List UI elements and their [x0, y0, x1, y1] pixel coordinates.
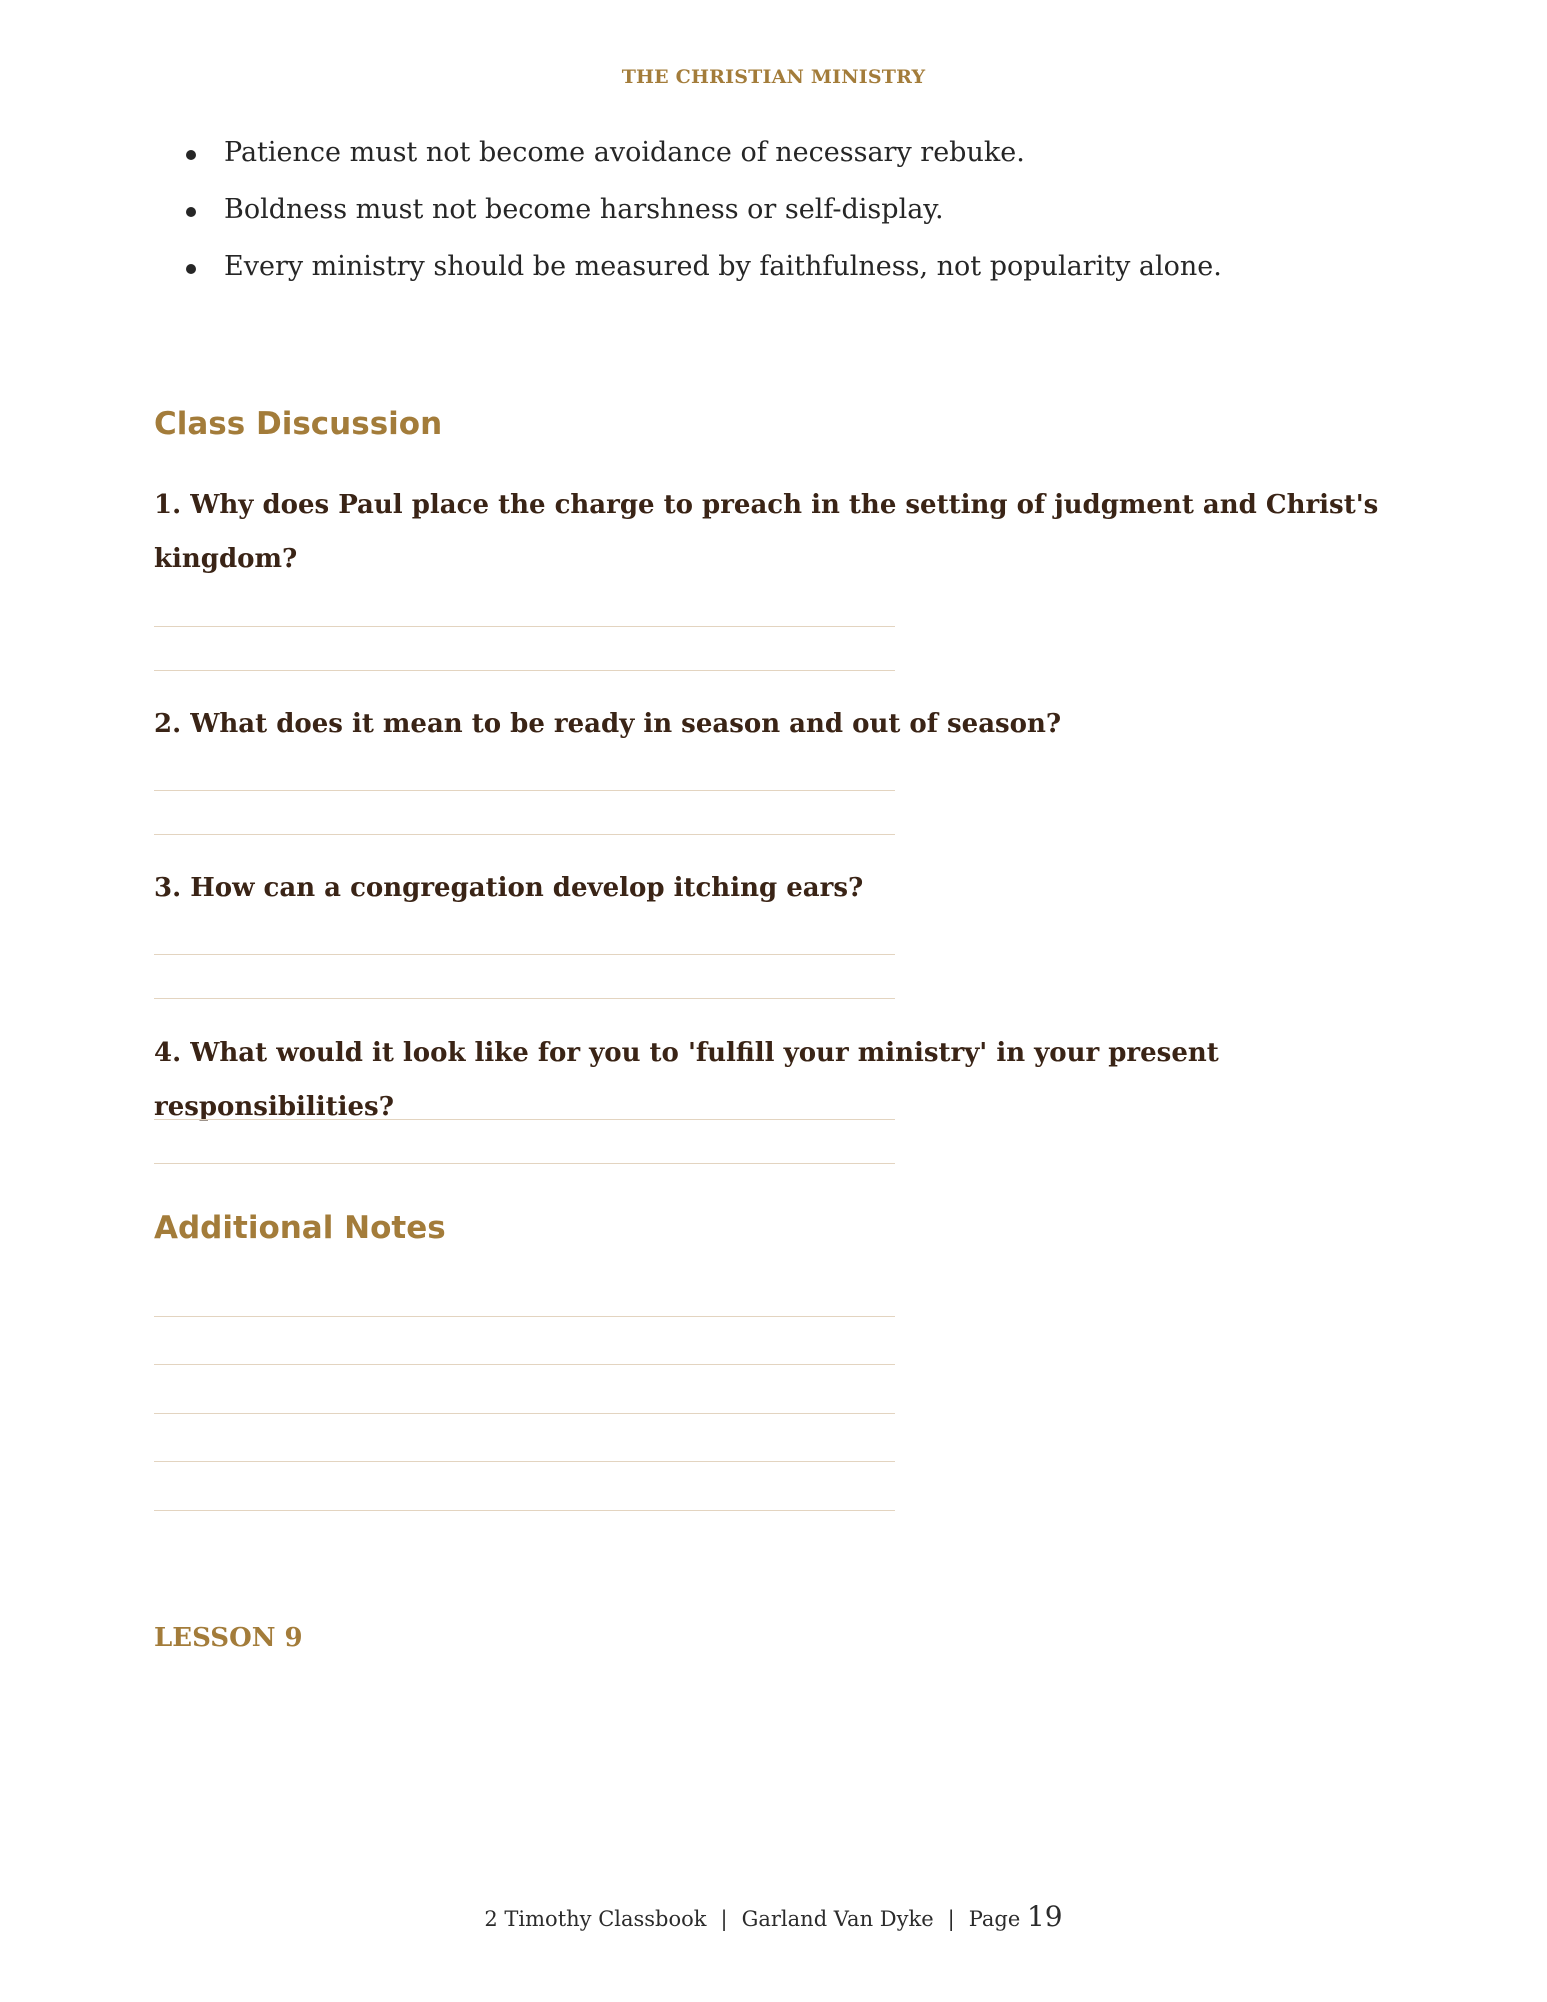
bullet-dot-icon: [186, 150, 196, 160]
footer-separator: |: [947, 1907, 955, 1931]
footer-separator: |: [720, 1907, 728, 1931]
footer-page-number: 19: [1026, 1900, 1063, 1933]
bullet-dot-icon: [186, 264, 196, 274]
answer-line[interactable]: [154, 1163, 895, 1164]
notes-line[interactable]: [154, 1413, 895, 1414]
answer-line[interactable]: [154, 954, 895, 955]
bullet-text: Every ministry should be measured by faithfulness, not popularity alone.: [224, 251, 1222, 282]
footer-author: Garland Van Dyke: [741, 1907, 934, 1931]
discussion-question-4: 4. What would it look like for you to 'fulfill your ministry' in your present responsibilities?: [154, 1038, 1219, 1122]
answer-line[interactable]: [154, 790, 895, 791]
list-item: [186, 138, 1222, 168]
discussion-question-2: 2. What does it mean to be ready in season and out of season?: [154, 709, 1062, 739]
notes-line[interactable]: [154, 1461, 895, 1462]
answer-line[interactable]: [154, 998, 895, 999]
discussion-question-1: 1. Why does Paul place the charge to preach in the setting of judgment and Christ's kingdom?: [154, 490, 1379, 574]
list-item: [186, 252, 1222, 282]
page-footer: [0, 1900, 1547, 1933]
footer-page-label: Page: [968, 1907, 1021, 1931]
list-item: [186, 195, 1222, 225]
notes-line[interactable]: [154, 1364, 895, 1365]
running-header: THE CHRISTIAN MINISTRY: [621, 66, 926, 88]
class-discussion-heading: Class Discussion: [154, 406, 443, 442]
answer-line[interactable]: [154, 670, 895, 671]
notes-line[interactable]: [154, 1316, 895, 1317]
bullet-text: Patience must not become avoidance of necessary rebuke.: [224, 137, 1025, 168]
bullet-list: [186, 138, 1222, 309]
answer-line[interactable]: [154, 626, 895, 627]
bullet-text: Boldness must not become harshness or self-display.: [224, 194, 944, 225]
additional-notes-heading: Additional Notes: [154, 1210, 446, 1246]
notes-line[interactable]: [154, 1510, 895, 1511]
bullet-dot-icon: [186, 207, 196, 217]
lesson-label: LESSON 9: [154, 1623, 303, 1653]
answer-line[interactable]: [154, 1119, 895, 1120]
footer-book-title: 2 Timothy Classbook: [484, 1907, 707, 1931]
answer-line[interactable]: [154, 834, 895, 835]
discussion-question-3: 3. How can a congregation develop itching ears?: [154, 873, 864, 903]
